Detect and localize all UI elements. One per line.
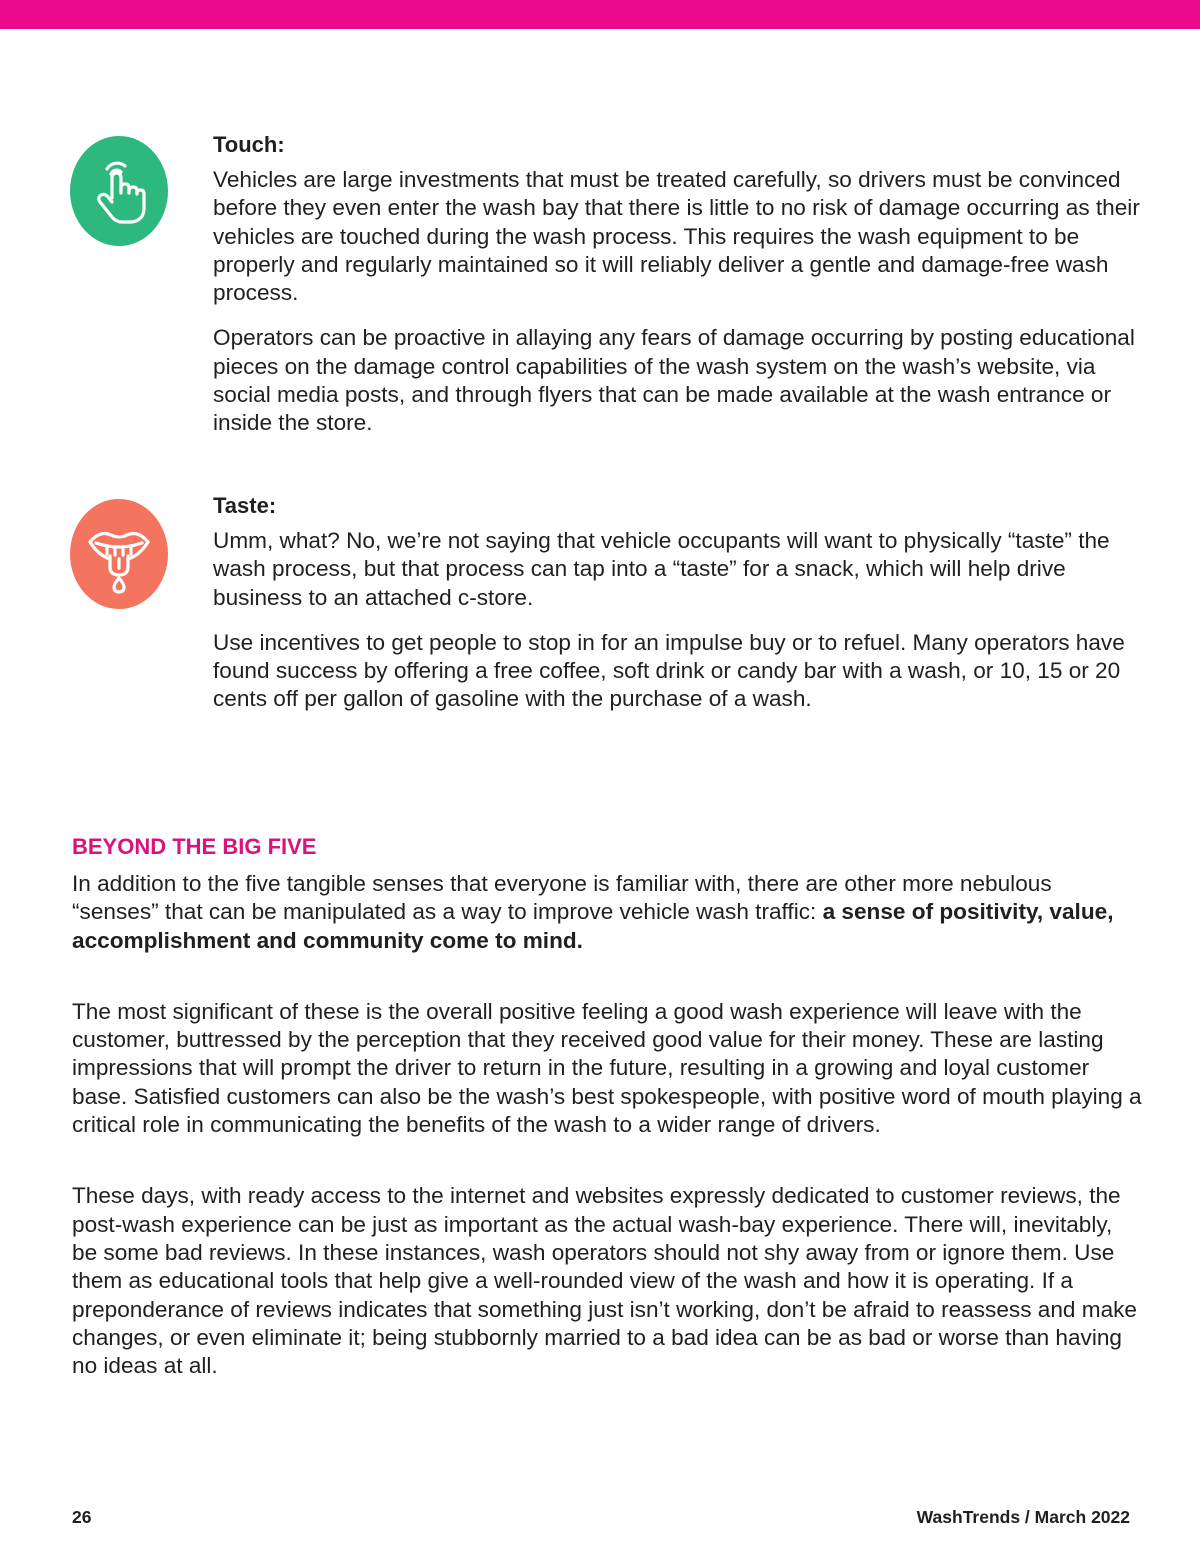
taste-section [213,491,1143,731]
touch-icon-badge [70,136,168,246]
beyond-paragraph-3: These days, with ready access to the internet and websites expressly dedicated to customer reviews, the post-wash experience can be just as important as the actual wash-bay experience. There will, inevitably, be some bad reviews. In these instances, wash operators should not shy away from or ignore them. Use them as educational tools that help give a well-rounded view of the wash and how it is operating. If a preponderance of reviews indicates that something just isn’t working, don’t be afraid to reassess and make changes, or even eliminate it; being stubbornly married to a bad idea can be as bad or worse than having no ideas at all. [72,1183,1137,1379]
top-accent-bar [0,0,1200,29]
section-heading: BEYOND THE BIG FIVE [72,834,317,859]
publication-info: WashTrends / March 2022 [916,1507,1130,1527]
taste-paragraph-1: Umm, what? No, we’re not saying that vehicle occupants will want to physically “taste” the wash process, but that process can tap into a “taste” for a snack, which will help drive business to an attached c-store. [213,528,1110,610]
touch-paragraph-1: Vehicles are large investments that must be treated carefully, so drivers must be convinced before they even enter the wash bay that there is little to no risk of damage occurring as their vehicles are touched during the wash process. This requires the wash equipment to be properly and regularly maintained so it will reliably deliver a gentle and damage-free wash process. [213,167,1140,306]
beyond-intro-paragraph [72,870,1142,955]
beyond-paragraph-2: The most significant of these is the overall positive feeling a good wash experience will leave with the customer, buttressed by the perception that they received good value for their money. These are lasting impressions that will prompt the driver to return in the future, resulting in a growing and loyal customer base. Satisfied customers can also be the wash’s best spokespeople, with positive word of mouth playing a critical role in communicating the benefits of the wash to a wider range of drivers. [72,998,1142,1138]
taste-icon-badge [70,499,168,609]
touch-paragraph-2: Operators can be proactive in allaying any fears of damage occurring by posting educational pieces on the damage control capabilities of the wash system on the wash’s website, via social media posts, and through flyers that can be made available at the wash entrance or inside the store. [213,325,1135,436]
taste-paragraph-2: Use incentives to get people to stop in for an impulse buy or to refuel. Many operators have found success by offering a free coffee, soft drink or candy bar with a wash, or 10, 15 or 20 cents off per gallon of gasoline with the purchase of a wash. [213,629,1125,712]
taste-heading: Taste: [213,493,277,518]
mouth-tongue-icon [70,499,168,609]
page-number: 26 [72,1507,92,1527]
pointing-hand-icon [70,136,168,246]
touch-heading: Touch: [213,132,285,157]
intro-bold-text: a sense of positivity, value, accomplishment and community come to mind. [72,899,1114,953]
beyond-section [72,832,1142,1423]
touch-section [213,130,1143,455]
intro-text: In addition to the five tangible senses that everyone is familiar with, there are other more nebulous “senses” that can be manipulated as a way to improve vehicle wash traffic: [72,871,1052,925]
